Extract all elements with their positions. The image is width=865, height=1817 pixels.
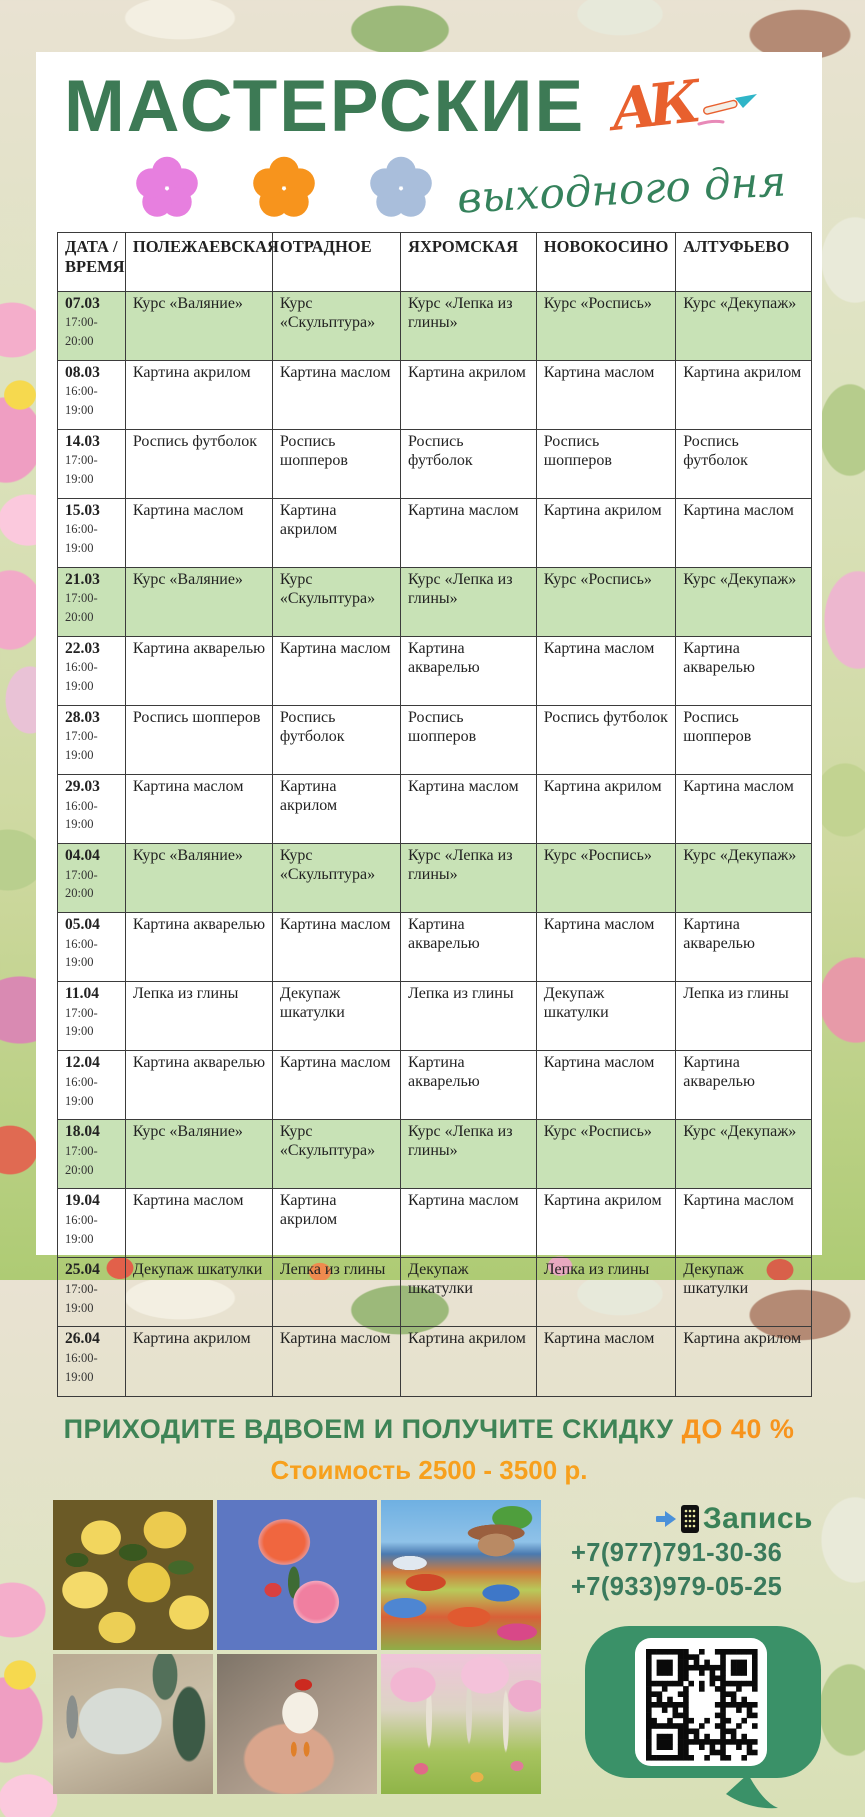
workshop-cell: Курс «Декупаж» [676, 292, 812, 361]
felted-bird-photo [217, 1654, 377, 1794]
qr-bubble [583, 1624, 823, 1817]
workshop-cell: Картина маслом [272, 637, 400, 706]
spring-forest-painting-photo [381, 1654, 541, 1794]
workshop-cell: Курс «Лепка из глины» [401, 292, 537, 361]
workshop-cell: Курс «Роспись» [536, 844, 675, 913]
schedule-row [58, 1189, 812, 1258]
workshop-cell: Курс «Валяние» [125, 844, 272, 913]
schedule-row [58, 430, 812, 499]
workshop-cell: Курс «Лепка из глины» [401, 1120, 537, 1189]
workshop-cell: Декупаж шкатулки [536, 982, 675, 1051]
schedule-row [58, 844, 812, 913]
workshop-cell: Картина акварелью [401, 913, 537, 982]
workshop-cell: Картина акварелью [676, 1051, 812, 1120]
workshop-cell: Курс «Декупаж» [676, 1120, 812, 1189]
workshop-cell: Роспись шопперов [125, 706, 272, 775]
workshop-cell: Картина маслом [272, 361, 400, 430]
column-header: ОТРАДНОЕ [272, 233, 400, 292]
paint-palette-photo [53, 1654, 213, 1794]
date-cell: 08.03 16:00-19:00 [58, 361, 126, 430]
workshop-cell: Лепка из глины [536, 1258, 675, 1327]
discount-text: ПРИХОДИТЕ ВДВОЕМ И ПОЛУЧИТЕ СКИДКУ [64, 1414, 674, 1444]
schedule-row [58, 1258, 812, 1327]
photo-grid [53, 1500, 541, 1817]
roses-painting-photo [217, 1500, 377, 1650]
ak-logo-text: АК [608, 68, 695, 144]
date-cell: 22.03 16:00-19:00 [58, 637, 126, 706]
workshop-cell: Картина маслом [536, 1327, 675, 1396]
schedule-row [58, 1051, 812, 1120]
workshop-cell: Картина маслом [401, 499, 537, 568]
price-line: Стоимость 2500 - 3500 р. [36, 1455, 822, 1486]
workshop-cell: Картина маслом [272, 913, 400, 982]
workshop-cell: Декупаж шкатулки [272, 982, 400, 1051]
schedule-row [58, 775, 812, 844]
flower-icon-1 [253, 156, 315, 222]
workshop-cell: Картина маслом [536, 637, 675, 706]
arrow-right-icon [655, 1508, 677, 1530]
qr-code [583, 1624, 823, 1812]
date-cell: 12.04 16:00-19:00 [58, 1051, 126, 1120]
workshop-cell: Роспись футболок [536, 706, 675, 775]
column-header: ДАТА / ВРЕМЯ [58, 233, 126, 292]
workshop-cell: Курс «Скульптура» [272, 568, 400, 637]
date-cell: 26.04 16:00-19:00 [58, 1327, 126, 1396]
workshop-cell: Роспись футболок [401, 430, 537, 499]
date-cell: 28.03 17:00-19:00 [58, 706, 126, 775]
workshop-cell: Картина акрилом [536, 499, 675, 568]
workshop-cell: Картина акрилом [125, 361, 272, 430]
column-header: ПОЛЕЖАЕВСКАЯ [125, 233, 272, 292]
workshop-cell: Декупаж шкатулки [676, 1258, 812, 1327]
workshop-cell: Картина маслом [676, 1189, 812, 1258]
workshop-cell: Лепка из глины [676, 982, 812, 1051]
workshop-cell: Картина маслом [401, 1189, 537, 1258]
column-header: ЯХРОМСКАЯ [401, 233, 537, 292]
discount-banner [36, 1414, 822, 1445]
contact-block [571, 1500, 823, 1817]
workshop-cell: Роспись футболок [272, 706, 400, 775]
flower-icon-2 [370, 156, 432, 222]
workshop-cell: Картина акрилом [272, 775, 400, 844]
workshop-cell: Декупаж шкатулки [125, 1258, 272, 1327]
workshop-cell: Курс «Декупаж» [676, 844, 812, 913]
workshop-cell: Картина акрилом [536, 775, 675, 844]
date-cell: 04.04 17:00-20:00 [58, 844, 126, 913]
schedule-row [58, 1327, 812, 1396]
ak-logo [611, 72, 761, 162]
schedule-row [58, 982, 812, 1051]
page-title: МАСТЕРСКИЕ [64, 70, 585, 143]
workshop-cell: Курс «Роспись» [536, 568, 675, 637]
workshop-cell: Лепка из глины [125, 982, 272, 1051]
workshop-cell: Курс «Скульптура» [272, 1120, 400, 1189]
workshop-cell: Картина маслом [676, 775, 812, 844]
workshop-cell: Картина акрилом [401, 361, 537, 430]
workshop-cell: Курс «Роспись» [536, 1120, 675, 1189]
schedule-row [58, 499, 812, 568]
workshop-cell: Картина акварелью [401, 1051, 537, 1120]
workshop-cell: Роспись шопперов [401, 706, 537, 775]
workshop-cell: Курс «Лепка из глины» [401, 844, 537, 913]
date-cell: 05.04 16:00-19:00 [58, 913, 126, 982]
workshop-cell: Курс «Роспись» [536, 292, 675, 361]
workshop-cell: Курс «Скульптура» [272, 844, 400, 913]
workshop-cell: Картина акрилом [676, 1327, 812, 1396]
date-cell: 29.03 16:00-19:00 [58, 775, 126, 844]
schedule-row [58, 568, 812, 637]
workshop-cell: Лепка из глины [272, 1258, 400, 1327]
workshop-cell: Роспись футболок [676, 430, 812, 499]
workshop-cell: Картина маслом [536, 913, 675, 982]
column-header: АЛТУФЬЕВО [676, 233, 812, 292]
workshop-cell: Картина маслом [536, 1051, 675, 1120]
workshop-cell: Лепка из глины [401, 982, 537, 1051]
phone-number-1[interactable]: +7(977)791-30-36 [571, 1536, 823, 1570]
workshop-cell: Роспись футболок [125, 430, 272, 499]
discount-amount: ДО 40 % [682, 1414, 795, 1444]
date-cell: 11.04 17:00-19:00 [58, 982, 126, 1051]
workshop-cell: Курс «Лепка из глины» [401, 568, 537, 637]
workshop-cell: Картина акварелью [676, 637, 812, 706]
workshop-cell: Картина акварелью [125, 913, 272, 982]
flower-icon-0 [136, 156, 198, 222]
workshop-cell: Картина маслом [125, 1189, 272, 1258]
date-cell: 18.04 17:00-20:00 [58, 1120, 126, 1189]
mobile-phone-icon [679, 1504, 701, 1534]
date-cell: 21.03 17:00-20:00 [58, 568, 126, 637]
date-cell: 07.03 17:00-20:00 [58, 292, 126, 361]
schedule-row [58, 361, 812, 430]
paintbrush-icon [697, 90, 761, 130]
workshop-cell: Картина акрилом [676, 361, 812, 430]
signup-label: Запись [703, 1502, 813, 1536]
workshop-cell: Роспись шопперов [536, 430, 675, 499]
workshop-cell: Картина акрилом [272, 499, 400, 568]
flower-decorations [136, 156, 432, 222]
date-cell: 14.03 17:00-19:00 [58, 430, 126, 499]
workshop-cell: Картина акварелью [125, 637, 272, 706]
workshop-cell: Курс «Валяние» [125, 568, 272, 637]
date-cell: 19.04 16:00-19:00 [58, 1189, 126, 1258]
schedule-row [58, 637, 812, 706]
date-cell: 15.03 16:00-19:00 [58, 499, 126, 568]
workshop-cell: Картина маслом [676, 499, 812, 568]
workshop-cell: Картина маслом [401, 775, 537, 844]
workshop-cell: Картина акварелью [401, 637, 537, 706]
workshop-cell: Картина маслом [125, 775, 272, 844]
schedule-row [58, 913, 812, 982]
signup-row [571, 1502, 813, 1536]
workshop-cell: Курс «Валяние» [125, 292, 272, 361]
schedule-header-row [58, 233, 812, 292]
workshop-cell: Картина акварелью [125, 1051, 272, 1120]
workshop-cell: Роспись шопперов [272, 430, 400, 499]
schedule-row [58, 706, 812, 775]
lemons-painting-photo [53, 1500, 213, 1650]
poster-header [36, 52, 822, 162]
workshop-cell: Картина акрилом [401, 1327, 537, 1396]
column-header: НОВОКОСИНО [536, 233, 675, 292]
workshop-cell: Картина маслом [125, 499, 272, 568]
workshop-cell: Декупаж шкатулки [401, 1258, 537, 1327]
workshop-cell: Картина акварелью [676, 913, 812, 982]
workshop-cell: Картина акрилом [536, 1189, 675, 1258]
schedule-body [58, 292, 812, 1397]
phone-number-2[interactable]: +7(933)979-05-25 [571, 1570, 823, 1604]
workshop-cell: Курс «Скульптура» [272, 292, 400, 361]
landscape-painting-photo [381, 1500, 541, 1650]
workshop-cell: Картина маслом [272, 1051, 400, 1120]
workshop-cell: Роспись шопперов [676, 706, 812, 775]
schedule-row [58, 1120, 812, 1189]
schedule-row [58, 292, 812, 361]
poster-card [36, 52, 822, 1255]
header-subrow [36, 156, 822, 222]
workshop-cell: Картина акрилом [125, 1327, 272, 1396]
schedule-table [57, 232, 812, 1397]
workshop-cell: Картина акрилом [272, 1189, 400, 1258]
bottom-section [53, 1500, 822, 1817]
workshop-cell: Курс «Валяние» [125, 1120, 272, 1189]
workshop-cell: Картина маслом [272, 1327, 400, 1396]
date-cell: 25.04 17:00-19:00 [58, 1258, 126, 1327]
workshop-cell: Картина маслом [536, 361, 675, 430]
workshop-cell: Курс «Декупаж» [676, 568, 812, 637]
subtitle-script: выходного дня [456, 156, 787, 222]
